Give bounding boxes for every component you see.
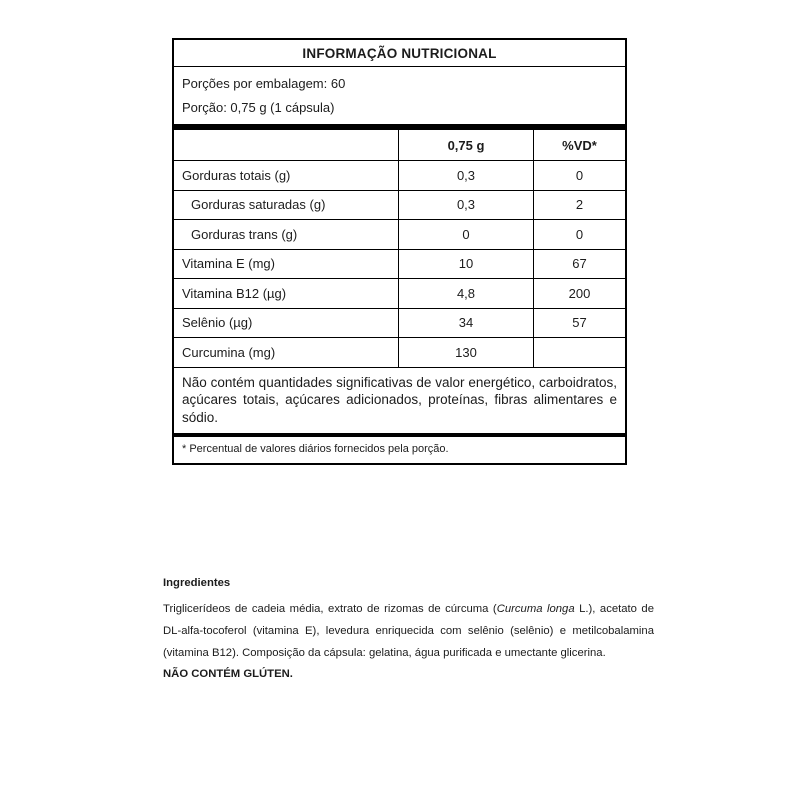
nutrient-dv: 0 — [533, 220, 625, 249]
daily-values-footnote: * Percentual de valores diários fornecidos pela porção. — [182, 443, 449, 455]
table-row — [174, 160, 625, 190]
nutrient-label: Gorduras totais (g) — [182, 167, 291, 183]
column-header-amount: 0,75 g — [398, 130, 533, 160]
ingredients-heading: Ingredientes — [163, 577, 231, 589]
nutrient-dv — [533, 338, 625, 367]
ingredients-text-start: Triglicerídeos de cadeia média, extrato de rizomas de cúrcuma ( — [163, 603, 497, 615]
nutrient-dv: 2 — [533, 191, 625, 220]
ingredients-section — [163, 576, 654, 686]
nutrient-amount: 10 — [398, 250, 533, 279]
gluten-free-statement: NÃO CONTÉM GLÚTEN. — [163, 668, 293, 681]
servings-section — [174, 67, 625, 130]
nutrient-dv: 57 — [533, 309, 625, 338]
nutrient-amount: 0,3 — [398, 161, 533, 190]
nutrient-amount: 0,3 — [398, 191, 533, 220]
nutrient-amount: 4,8 — [398, 279, 533, 308]
servings-per-package: Porções por embalagem: 60 — [182, 76, 346, 91]
table-row — [174, 249, 625, 279]
table-row — [174, 190, 625, 220]
nutrient-dv: 0 — [533, 161, 625, 190]
nutrient-dv: 67 — [533, 250, 625, 279]
nutrient-amount: 0 — [398, 220, 533, 249]
latin-species-name: Curcuma longa — [496, 603, 575, 615]
column-header-row — [174, 130, 625, 160]
serving-size: Porção: 0,75 g (1 cápsula) — [182, 100, 335, 115]
nutrient-amount: 130 — [398, 338, 533, 367]
nutrient-label: Gorduras saturadas (g) — [191, 197, 326, 213]
column-header-dv: %VD* — [533, 130, 625, 160]
nutrient-dv: 200 — [533, 279, 625, 308]
table-row — [174, 219, 625, 249]
nutrient-label: Gorduras trans (g) — [191, 226, 298, 242]
ingredients-text-end: L.), acetato de DL-alfa-tocoferol (vitamina E), levedura enriquecida com selênio (selênio) e metilcobalamina (vitamina B12). Composição da cápsula: gelatina, água purificada e umectante glicerina. — [163, 603, 654, 659]
nutrition-facts-table — [172, 38, 627, 465]
nutrient-label: Vitamina E (mg) — [182, 256, 275, 272]
column-header-empty — [174, 130, 398, 160]
nutrient-label: Curcumina (mg) — [182, 344, 276, 360]
ingredients-text — [163, 599, 654, 664]
table-row — [174, 278, 625, 308]
table-row — [174, 308, 625, 338]
insignificant-amounts-note: Não contém quantidades significativas de valor energético, carboidratos, açúcares totais, açúcares adicionados, proteínas, fibras alimentares e sódio. — [174, 367, 625, 438]
nutrient-amount: 34 — [398, 309, 533, 338]
table-row — [174, 337, 625, 367]
nutrient-label: Vitamina B12 (µg) — [182, 285, 287, 301]
table-title: INFORMAÇÃO NUTRICIONAL — [174, 40, 625, 67]
nutrient-label: Selênio (µg) — [182, 315, 253, 331]
